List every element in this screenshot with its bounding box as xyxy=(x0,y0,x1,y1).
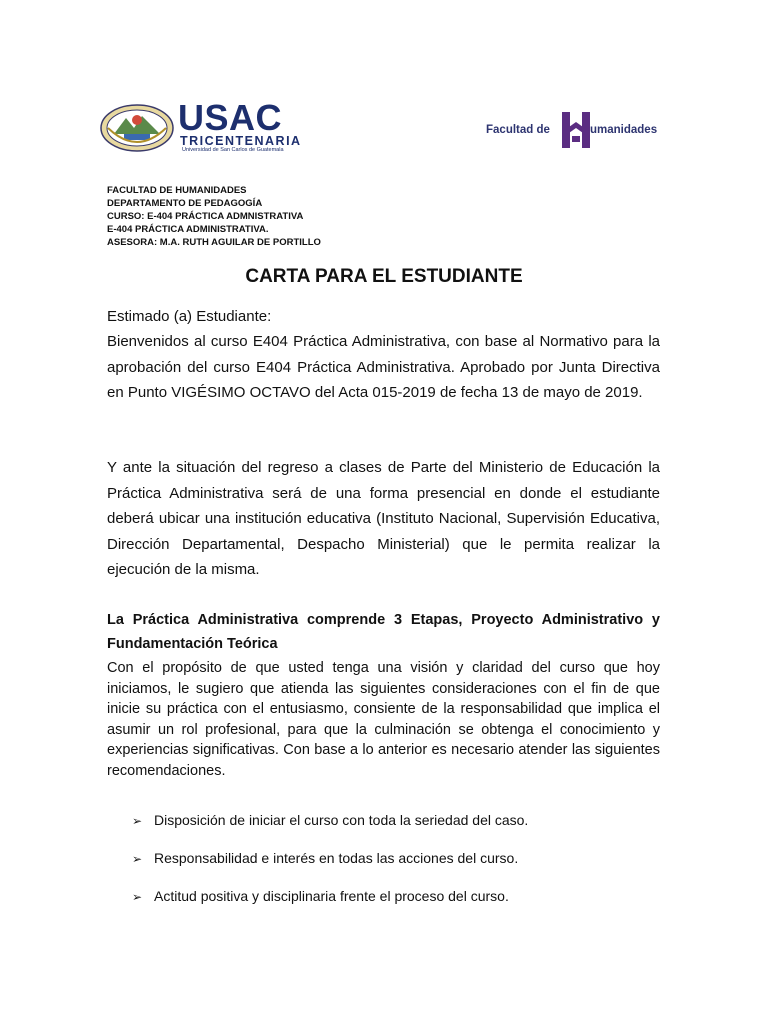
paragraph-purpose: Con el propósito de que usted tenga una visión y claridad del curso que hoy iniciamos, le sugiero que atienda las siguientes consideraciones con el fin de que inicie su práctica con el entusiasmo, consiente de la responsabilidad que implica el asumir un rol profesional, para que la culminación se obtenga el conocimiento y experiencias significativas. Con base a lo anterior es necesario atender las siguientes recomendaciones. xyxy=(107,660,660,779)
arrow-bullet-icon: ➢ xyxy=(132,890,143,904)
paragraph-situation: Y ante la situación del regreso a clases de Parte del Ministerio de Educación la Práctica Administrativa será de una forma presencial en donde el estudiante deberá ubicar una institución educativa (Instituto Nacional, Supervisión Educativa, Dirección Departamental, Despacho Ministerial) que le permita realizar la ejecución de la misma. xyxy=(107,459,660,578)
arrow-bullet-icon: ➢ xyxy=(132,814,143,828)
humanidades-suffix: umanidades xyxy=(590,124,658,136)
paragraph-welcome: Bienvenidos al curso E404 Práctica Administrativa, con base al Normativo para la aprobación del curso E404 Práctica Administrativa. Aprobado por Junta Directiva en Punto VIGÉSIMO OCTAVO del Acta 015-2019 de fecha 13 de mayo de 2019. xyxy=(107,333,660,401)
usac-subtitle: TRICENTENARIA xyxy=(180,134,302,148)
header-line-course: CURSO: E-404 PRÁCTICA ADMNISTRATIVA xyxy=(107,211,304,222)
header-info xyxy=(107,184,321,249)
header-line-advisor: ASESORA: M.A. RUTH AGUILAR DE PORTILLO xyxy=(107,237,321,248)
humanidades-logo xyxy=(486,110,668,152)
document-title: CARTA PARA EL ESTUDIANTE xyxy=(245,266,523,287)
usac-name: USAC xyxy=(178,97,283,138)
arrow-bullet-icon: ➢ xyxy=(132,852,143,866)
usac-tagline: Universidad de San Carlos de Guatemala xyxy=(182,147,284,153)
recommendations-list xyxy=(132,810,528,924)
list-item: ➢ Responsabilidad e interés en todas las acciones del curso. xyxy=(132,848,528,869)
humanidades-prefix: Facultad de xyxy=(486,124,550,136)
header-line-course-name: E-404 PRÁCTICA ADMINISTRATIVA. xyxy=(107,224,269,235)
list-item: ➢ Actitud positiva y disciplinaria frente el proceso del curso. xyxy=(132,886,528,907)
usac-logo xyxy=(100,97,325,154)
usac-seal-icon xyxy=(100,104,174,152)
section-subheading: La Práctica Administrativa comprende 3 Etapas, Proyecto Administrativo y Fundamentación Teórica xyxy=(107,612,660,652)
header-line-faculty: FACULTAD DE HUMANIDADES xyxy=(107,185,247,196)
header-line-department: DEPARTAMENTO DE PEDAGOGÍA xyxy=(107,198,263,209)
greeting: Estimado (a) Estudiante: xyxy=(107,308,272,325)
list-item: ➢ Disposición de iniciar el curso con toda la seriedad del caso. xyxy=(132,810,528,831)
